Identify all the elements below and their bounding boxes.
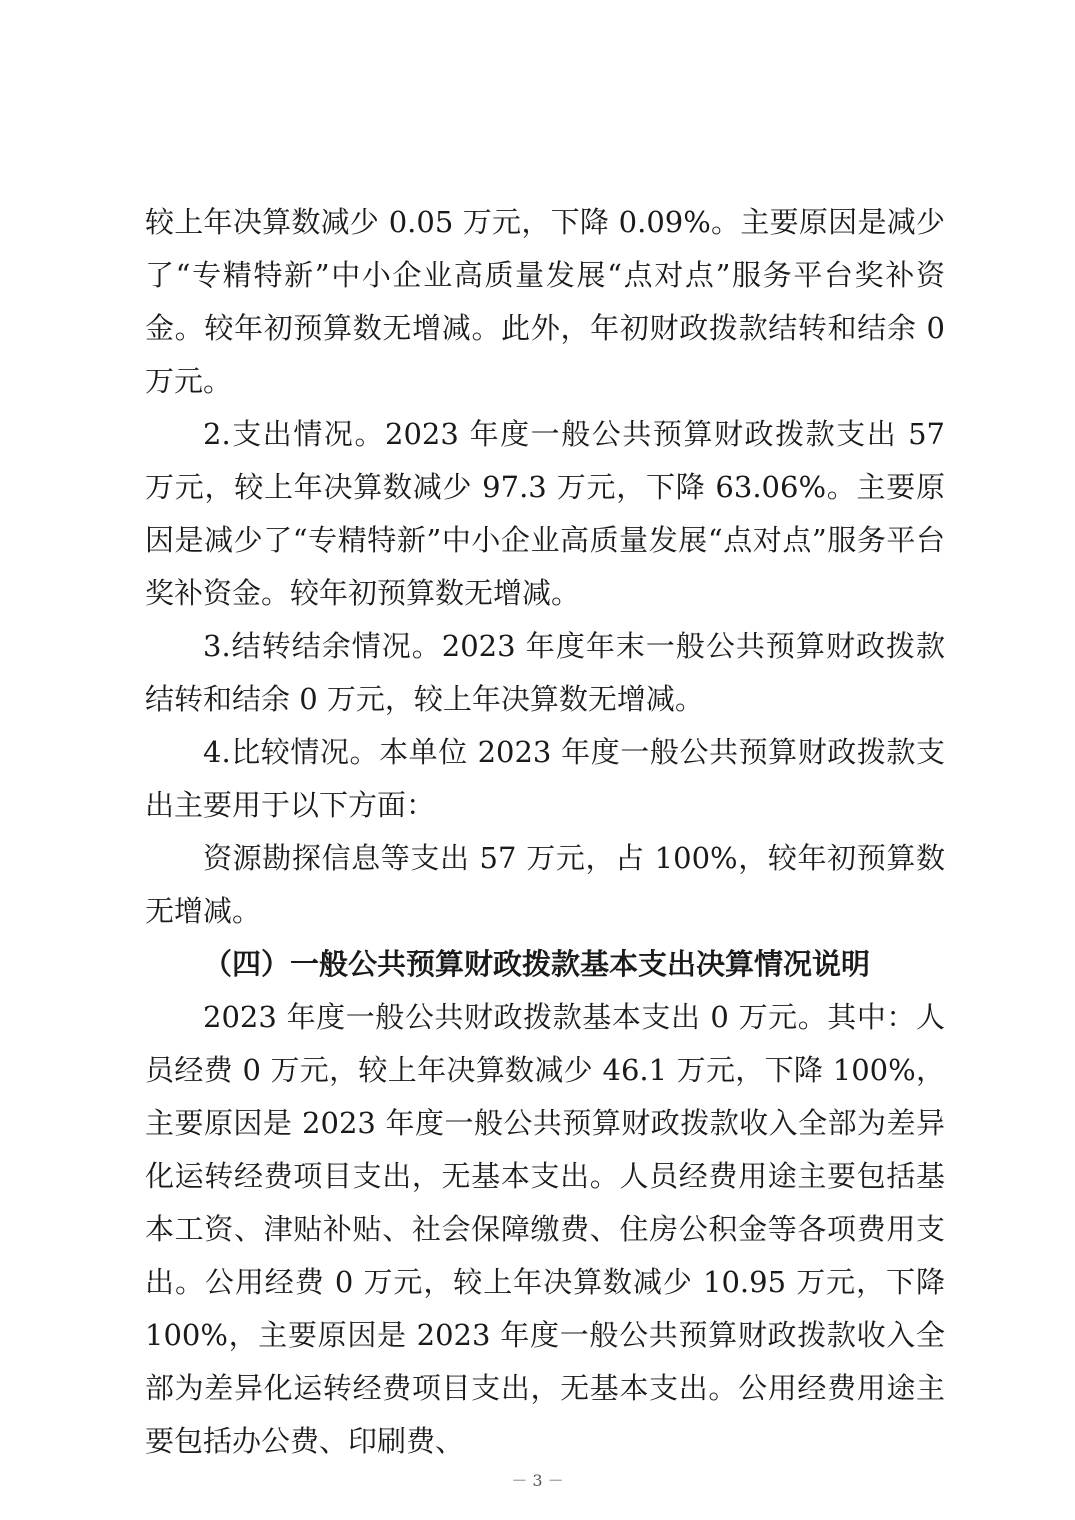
paragraph-comparison: 4.比较情况。本单位 2023 年度一般公共预算财政拨款支出主要用于以下方面： — [145, 735, 945, 822]
paragraph-income-continued: 较上年决算数减少 0.05 万元，下降 0.09%。主要原因是减少了“专精特新”中小企业高质量发展“点对点”服务平台奖补资金。较年初预算数无增减。此外，年初财政拨款结转和结余 0 万元。 — [145, 205, 945, 398]
paragraph-carryover: 3.结转结余情况。2023 年度年末一般公共预算财政拨款结转和结余 0 万元，较上年决算数无增减。 — [145, 629, 945, 716]
page-number: － 3 － — [511, 1471, 564, 1490]
paragraph-expenditure: 2.支出情况。2023 年度一般公共预算财政拨款支出 57 万元，较上年决算数减少 97.3 万元，下降 63.06%。主要原因是减少了“专精特新”中小企业高质量发展“点对点”服务平台奖补资金。较年初预算数无增减。 — [145, 417, 945, 610]
paragraph-basic-expenditure: 2023 年度一般公共财政拨款基本支出 0 万元。其中：人员经费 0 万元，较上年决算数减少 46.1 万元，下降 100%，主要原因是 2023 年度一般公共预算财政拨款收入全部为差异化运转经费项目支出，无基本支出。人员经费用途主要包括基本工资、津贴补贴、社会保障缴费、住房公积金等各项费用支出。公用经费 0 万元，较上年决算数减少 10.95 万元，下降 100%，主要原因是 2023 年度一般公共预算财政拨款收入全部为差异化运转经费项目支出，无基本支出。公用经费用途主要包括办公费、印刷费、 — [145, 1000, 945, 1458]
paragraph-resource-exploration: 资源勘探信息等支出 57 万元，占 100%，较年初预算数无增减。 — [145, 841, 945, 928]
body-text — [145, 196, 945, 1468]
section-heading: （四）一般公共预算财政拨款基本支出决算情况说明 — [203, 947, 871, 981]
